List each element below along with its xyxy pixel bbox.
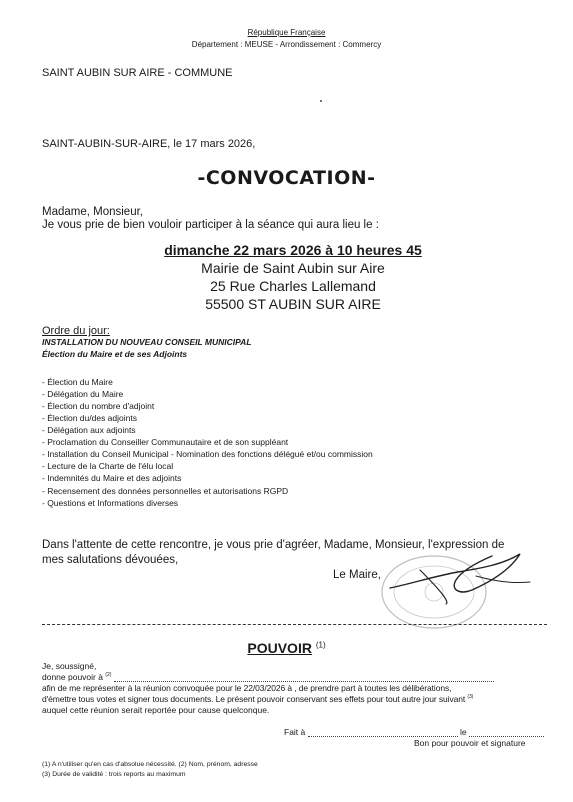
meeting-street: 25 Rue Charles Lallemand bbox=[210, 278, 376, 294]
footnote-2: (3) Durée de validité : trois reports au maximum bbox=[42, 771, 186, 778]
invitation-text: Je vous prie de bien vouloir participer à la séance qui aura lieu le : bbox=[42, 219, 379, 231]
meeting-datetime: dimanche 22 mars 2026 à 10 heures 45 bbox=[164, 242, 422, 258]
agenda-item: - Élection du nombre d'adjoint bbox=[42, 401, 155, 411]
pouvoir-grant-line bbox=[42, 672, 494, 682]
pouvoir-title bbox=[0, 640, 573, 656]
closing-line-1: Dans l'attente de cette rencontre, je vous prie d'agréer, Madame, Monsieur, l'expression de bbox=[42, 539, 505, 551]
pouvoir-grant-label: donne pouvoir à bbox=[42, 672, 103, 682]
le-label: le bbox=[460, 727, 467, 737]
agenda-heading: Ordre du jour: bbox=[42, 325, 110, 337]
republic-header: République Française bbox=[247, 28, 326, 37]
agenda-subtitle-election: Élection du Maire et de ses Adjoints bbox=[42, 349, 188, 359]
fait-date-field[interactable] bbox=[469, 736, 544, 737]
fait-line bbox=[284, 727, 544, 737]
pouvoir-title-text: POUVOIR bbox=[247, 640, 312, 656]
agenda-subtitle-installation: INSTALLATION DU NOUVEAU CONSEIL MUNICIPAL bbox=[42, 337, 252, 347]
commune-name: SAINT AUBIN SUR AIRE - COMMUNE bbox=[42, 67, 233, 79]
pouvoir-text-note: (3) bbox=[467, 694, 474, 701]
agenda-item: - Délégation du Maire bbox=[42, 389, 124, 399]
agenda-item: - Installation du Conseil Municipal - Nomination des fonctions délégué et/ou commission bbox=[42, 449, 373, 459]
mayor-signature bbox=[380, 540, 540, 610]
agenda-item: - Recensement des données personnelles et autorisations RGPD bbox=[42, 486, 289, 496]
fait-label: Fait à bbox=[284, 727, 306, 737]
agenda-item: - Proclamation du Conseiller Communautaire et de son suppléant bbox=[42, 437, 289, 447]
proxy-name-field[interactable] bbox=[114, 681, 494, 682]
department-header: Département : MEUSE - Arrondissement : Commercy bbox=[191, 40, 382, 49]
signature-caption: Bon pour pouvoir et signature bbox=[414, 738, 526, 748]
agenda-item: - Lecture de la Charte de l'élu local bbox=[42, 461, 174, 471]
pouvoir-text-line-1: afin de me représenter à la réunion convoquée pour le 22/03/2026 à , de prendre part à toutes les délibérations, bbox=[42, 683, 452, 693]
pouvoir-text-line-2 bbox=[42, 694, 473, 704]
pouvoir-title-note: (1) bbox=[315, 640, 326, 650]
meeting-venue: Mairie de Saint Aubin sur Aire bbox=[201, 260, 385, 276]
cut-line bbox=[42, 624, 547, 625]
pouvoir-grant-note: (2) bbox=[105, 672, 112, 679]
footnote-1: (1) A n'utiliser qu'en cas d'absolue nécessité. (2) Nom, prénom, adresse bbox=[42, 761, 258, 768]
signer-title: Le Maire, bbox=[333, 569, 381, 581]
agenda-item: - Élection du Maire bbox=[42, 377, 113, 387]
date-line: SAINT-AUBIN-SUR-AIRE, le 17 mars 2026, bbox=[42, 138, 256, 150]
agenda-item: - Indemnités du Maire et des adjoints bbox=[42, 473, 182, 483]
pouvoir-text-line-2-text: d'émettre tous votes et signer tous documents. Le présent pouvoir conservant ses effets pour tout autre jour suivant bbox=[42, 694, 466, 704]
closing-line-2: mes salutations dévouées, bbox=[42, 554, 179, 566]
agenda-item: - Élection du/des adjoints bbox=[42, 413, 137, 423]
speck bbox=[320, 100, 322, 102]
salutation: Madame, Monsieur, bbox=[42, 206, 143, 218]
pouvoir-text-line-3: auquel cette réunion serait reportée pour cause quelconque. bbox=[42, 705, 270, 715]
pouvoir-undersigned: Je, soussigné, bbox=[42, 661, 97, 671]
fait-place-field[interactable] bbox=[308, 736, 458, 737]
document-title: -CONVOCATION- bbox=[197, 167, 376, 189]
meeting-city: 55500 ST AUBIN SUR AIRE bbox=[205, 296, 381, 312]
agenda-item: - Questions et Informations diverses bbox=[42, 498, 179, 508]
agenda-item: - Délégation aux adjoints bbox=[42, 425, 136, 435]
